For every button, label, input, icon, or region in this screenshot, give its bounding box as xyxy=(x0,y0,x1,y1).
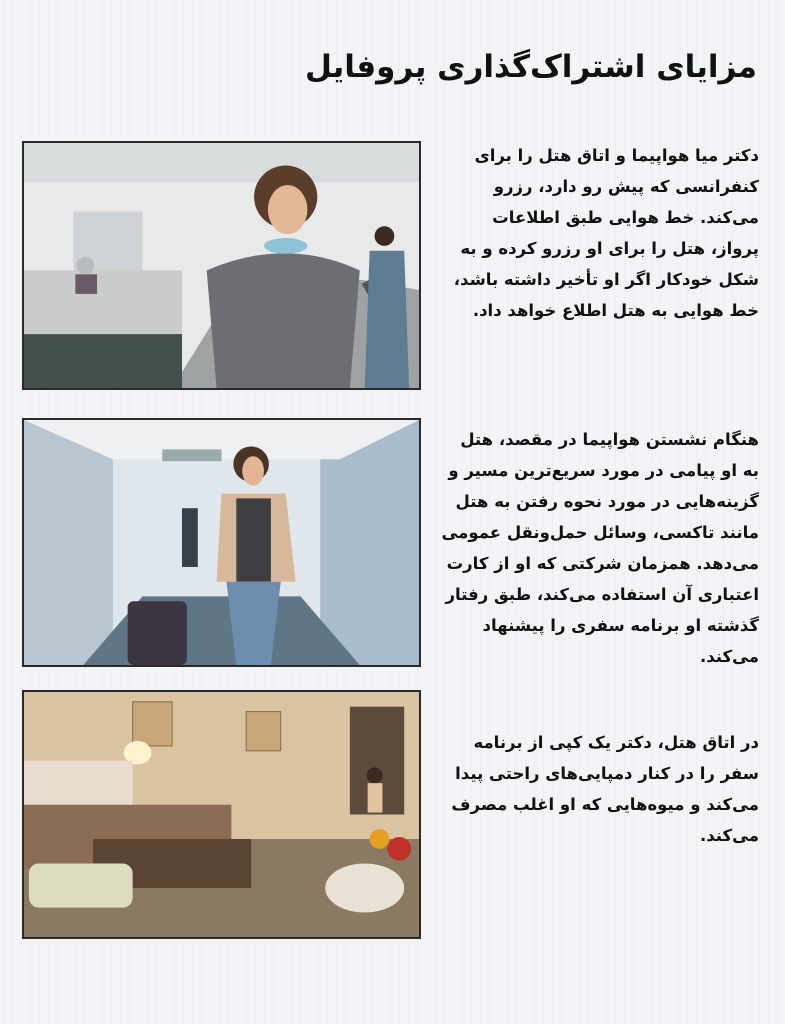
jet-bridge-scene-illustration xyxy=(22,418,421,667)
section-3-text: در اتاق هتل، دکتر یک کپی از برنامه سفر را در کنار دمپایی‌های راحتی پیدا می‌کند و میوه‌هایی که او اغلب مصرف می‌کند. xyxy=(451,733,759,845)
hotel-room-scene-illustration xyxy=(22,690,421,939)
hospital-scene-illustration xyxy=(22,141,421,390)
section-2-text: هنگام نشستن هواپیما در مقصد، هتل به او پیامی در مورد سریع‌ترین مسیر و گزینه‌هایی در مورد نحوه رفتن به هتل مانند تاکسی، وسائل حمل‌ونقل عمومی می‌دهد. همزمان شرکتی که او از کارت اعتباری آن استفاده می‌کند، طبق رفتار گذشته او برنامه سفری را پیشنهاد می‌کند. xyxy=(441,430,759,666)
page-title: مزایای اشتراک‌گذاری پروفایل xyxy=(304,48,757,85)
section-1-text: دکتر میا هواپیما و اتاق هتل را برای کنفرانسی که پیش رو دارد، رزرو می‌کند. خط هوایی طبق اطلاعات پرواز، هتل را برای او رزرو کرده و به شکل خودکار اگر او تأخیر داشته باشد، خط هوایی به هتل اطلاع خواهد داد. xyxy=(453,146,759,320)
